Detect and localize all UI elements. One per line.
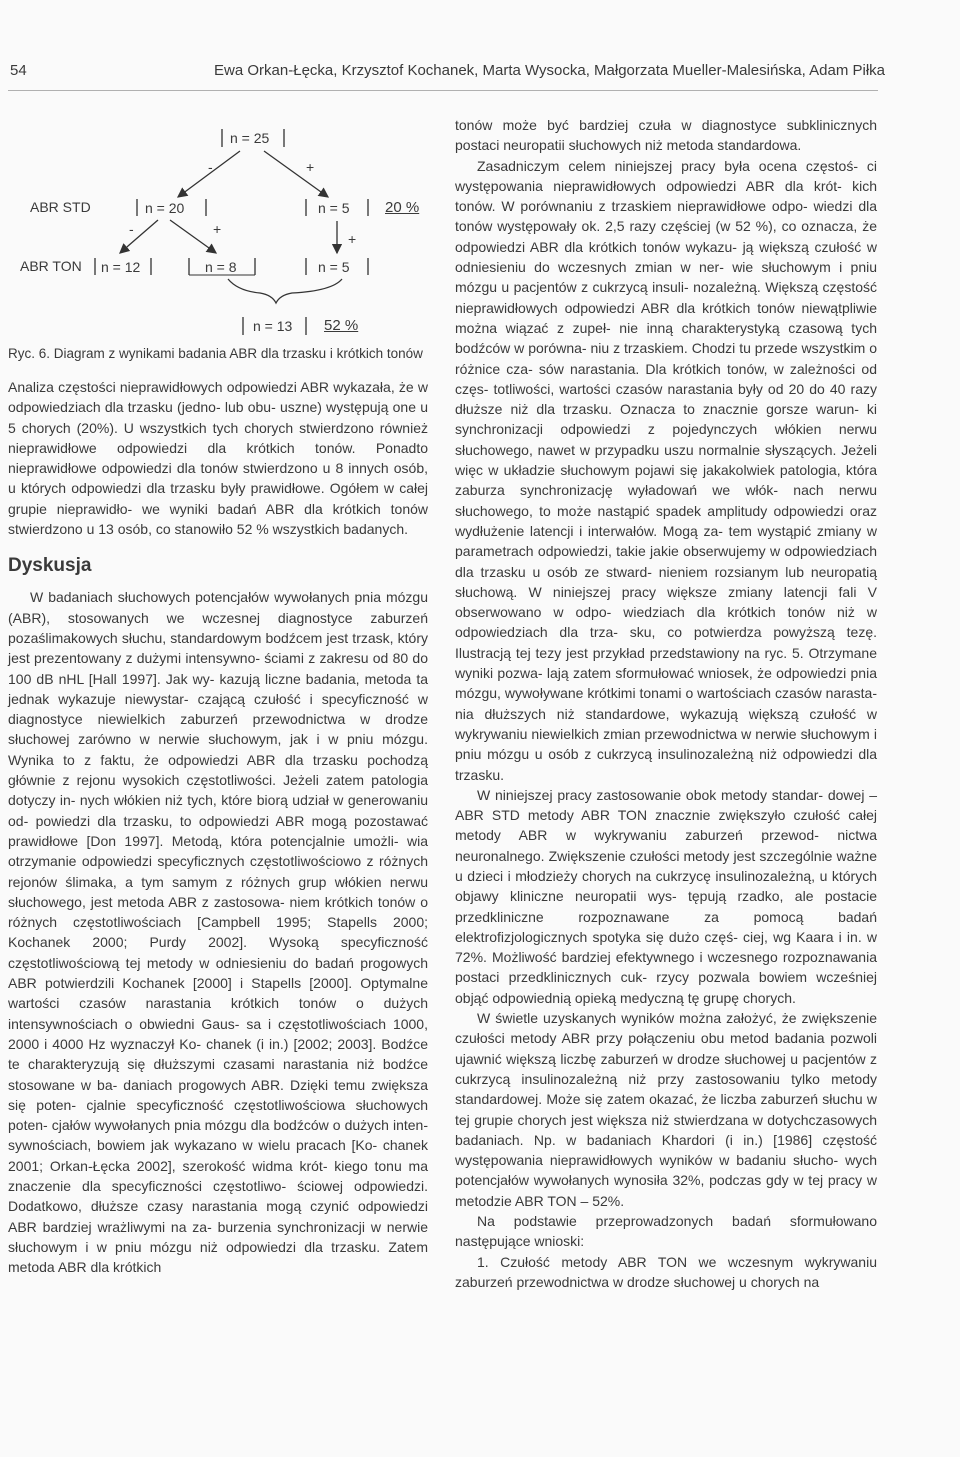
abr-diagram bbox=[8, 107, 428, 339]
right-paragraph: W niniejszej pracy zastosowanie obok metody standar- dowej – ABR STD metody ABR TON znacznie zwiększyło czułość całej metody ABR w wykrywaniu zaburzeń przewod- nictwa neuronalnego. Zwiększenie czułości metody jest szczególnie ważne u dzieci i młodzieży chorych na cukrzycę insulinozależną, u których objawy kliniczne neuropatii wys- tępują rzadko, ale postacie przedkliniczne rozpoznawane za pomocą badań elektrofizjologicznych spotyka się dużo częś- ciej, wg Kaara i in. w 72%. Możliwość bardziej efektywnego i wczesnego rozpoznawania postaci przedklinicznych cuk- rzycy pozwala bowiem wcześniej objąć odpowiednią opieką medyczną tę grupę chorych. bbox=[455, 786, 877, 1006]
right-paragraph: tonów może być bardziej czuła w diagnostyce subklinicznych postaci neuropatii słuchowych niż metoda standardowa. bbox=[455, 117, 877, 154]
right-paragraph: W świetle uzyskanych wyników można założyć, że zwiększenie czułości metody ABR przy połączeniu obu metod badania pozwoli ujawnić większą liczbę zaburzeń w drodze słuchowej u pacjentów z cukrzycą insulinozależną niż przy zastosowaniu tylko metody standardowej. Może się zatem okazać, że liczba zaburzeń słuchu w tej grupie chorych jest większa niż stwierdzana w dotychczasowych badaniach. Np. w badaniach Khardori (i in.) [1986] częstość występowania nieprawidłowych wyników w badaniu słucho- wych potencjałów wywołanych wynosiła 32%, podczas gdy w tej pracy w metodzie ABR TON – 52%. bbox=[455, 1010, 877, 1209]
right-column bbox=[455, 115, 877, 1292]
node-std-abnormal: n = 5 bbox=[318, 200, 350, 216]
label-abr-ton: ABR TON bbox=[20, 258, 82, 274]
right-paragraph: Na podstawie przeprowadzonych badań sformułowano następujące wnioski: bbox=[455, 1213, 877, 1250]
header-rule bbox=[8, 90, 878, 91]
node-std-normal: n = 20 bbox=[145, 200, 185, 216]
node-ton-abnormal-new: n = 8 bbox=[205, 259, 237, 275]
sign-plus-std-right: + bbox=[348, 231, 357, 247]
node-total-abnormal: n = 13 bbox=[253, 318, 293, 334]
node-total-tested: n = 25 bbox=[230, 130, 270, 146]
label-abr-std: ABR STD bbox=[30, 199, 91, 215]
node-ton-normal: n = 12 bbox=[101, 259, 141, 275]
results-paragraph: Analiza częstości nieprawidłowych odpowiedzi ABR wykazała, że w odpowiedziach dla trzasku (jedno- lub obu- uszne) występują one u 5 chorych (20%). U wszystkich tych chorych stwierdzono również nieprawidłowe odpowiedzi dla krótkich tonów. Ponadto nieprawidłowe odpowiedzi dla tonów stwierdzono u 8 innych osób, u których odpowiedzi dla trzasku były prawidłowe. Ogółem w całej grupie nieprawidło- we wyniki badań ABR dla krótkich tonów stwierdzono u 13 osób, co stanowiło 52 % wszystkich badanych. bbox=[8, 379, 428, 538]
sign-plus-top: + bbox=[306, 159, 315, 175]
sign-minus-top: - bbox=[208, 159, 213, 175]
page-number: 54 bbox=[10, 62, 27, 79]
right-paragraph: 1. Czułość metody ABR TON we wczesnym wykrywaniu zaburzeń przewodnictwa w drodze słuchowej u chorych na bbox=[455, 1253, 877, 1290]
discussion-paragraph: W badaniach słuchowych potencjałów wywołanych pnia mózgu (ABR), stosowanych we wczesnej diagnostyce zaburzeń pozaślimakowych słuchu, standardowym bodźcem jest trzask, który jest prezentowany z dużymi intensywno- ściami z zakresu od 80 do 100 dB nHL [Hall 1997]. Jak wy- kazują liczne badania, metoda ta jednak wykazuje niewystar- czającą czułość i specyficzność w diagnostyce niewielkich zaburzeń przewodnictwa w drodze słuchowej zarówno w nerwie słuchowym, jak i w pniu mózgu. Wynika to z faktu, że odpowiedzi ABR dla trzasku pochodzą głównie z rejonu wysokich częstotliwości. Jeżeli zatem patologia dotyczy in- nych włókien niż tych, które biorą udział w generowaniu od- powiedzi dla trzasku, to odpowiedzi ABR mogą pozostawać prawidłowe [Don 1997]. Metodą, która potencjalnie umożli- wia otrzymanie odpowiedzi specyficznych częstotliwościowo z różnych rejonów ślimaka, a tym samym z różnych grup włókien nerwu słuchowego, jest metoda ABR z zastosowa- niem krótkich tonów o różnych częstotliwościach [Campbell 1995; Stapells 2000; Kochanek 2000; Purdy 2002]. Wysoką specyficzność częstotliwościową tej metody w odniesieniu do badań progowych ABR potwierdzili Kochanek [2000] i Stapells [2000]. Optymalne wartości czasów narastania krótkich tonów o dużych intensywnościach o obwiedni Gaus- sa i częstotliwościach 1000, 2000 i 4000 Hz wyznaczył Ko- chanek (i in.) [2002; 2003]. Bodźce te charakteryzują się dłuższymi czasami narastania niż bodźce stosowane w ba- daniach progowych ABR. Dzięki temu zwiększa się poten- cjalnie specyficzność częstotliwościowa słuchowych poten- cjałów wywołanych pnia mózgu dla bodźców o dużych inten- sywnościach, bowiem jak wykazano w wielu pracach [Ko- chanek 2001; Orkan-Łęcka 2002], szerokość widma krót- kiego tonu ma znaczenie dla specyficzności częstotliwo- ściowej odpowiedzi. Dodatkowo, dłuższe czasy narastania mogą czynić odpowiedzi ABR bardziej wrażliwymi na za- burzenia synchronizacji w nerwie słuchowym i w pniu mózgu niż odpowiedzi dla trzasku. Zatem metoda ABR dla krótkich bbox=[8, 589, 428, 1276]
sign-plus-std: + bbox=[213, 221, 222, 237]
page-header bbox=[0, 62, 960, 92]
sign-minus-std: - bbox=[129, 221, 134, 237]
right-paragraph: Zasadniczym celem niniejszej pracy była ocena częstoś- ci występowania nieprawidłowych odpowiedzi ABR dla krót- kich tonów. W porównaniu z trzaskiem nieprawidłowe odpo- wiedzi dla tonów występowały ok. 2,5 razy częściej (w 52 %), co oznacza, że odpowiedzi ABR dla krótkich tonów wykazu- ją większą czułość w odniesieniu do wczesnych zmian w ner- wie słuchowym i pniu mózgu u pacjentów z cukrzycą insuli- nozależną. Większą częstość nieprawidłowych odpowiedzi ABR dla krótkich tonów niewątpliwie można wiązać z zupeł- nie inną charakterystyką czasową tych bodźców w porówna- niu z trzaskiem. Chodzi tu przede wszystkim o różnice cza- sów narastania. Dla krótkich tonów, w zależności od częs- totliwości, wartości czasów narastania były od 20 do 40 razy dłuższe niż dla trzasku. Oznacza to znacznie gorsze warun- ki synchronizacji odpowiedzi z pojedynczych włókien nerwu słuchowego, nawet w przypadku uszu normalnie słyszących. Jeżeli więc w układzie słuchowym pojawi się jakakolwiek patologia, która zaburza synchronizację wyładowań we włók- nach nerwu słuchowego, to może nastąpić spadek amplitudy odpowiedzi oraz wydłużenie latencji i interwałów. Mogą za- tem wystąpić zmiany w parametrach odpowiedzi, takie jakie obserwujemy w odpowiedziach dla trzasku u osób ze stward- nieniem rozsianym lub neuropatią słuchową. W niniejszej pracy większe zmiany latencji fali V obserwowano w odpo- wiedziach dla krótkich tonów niż w odpowiedziach dla trza- sku, co potwierdza powyższą tezę. Ilustracją tej tezy jest przykład przedstawiony na ryc. 5. Otrzymane wyniki pozwa- lają zatem sformułować wniosek, że odpowiedzi pnia mózgu, wywoływane krótkimi tonami o wartościach czasów narasta- nia dłuższych niż standardowe, wykazują większą czułość w wykrywaniu niewielkich zmian przewodnictwa w nerwie słuchowym i pniu mózgu u osób z cukrzycą insulinozależną niż odpowiedzi dla trzasku. bbox=[455, 157, 877, 783]
section-heading: Dyskusja bbox=[8, 555, 92, 577]
node-ton-abnormal-both: n = 5 bbox=[318, 259, 350, 275]
left-column bbox=[8, 107, 428, 1277]
running-authors: Ewa Orkan-Łęcka, Krzysztof Kochanek, Marta Wysocka, Małgorzata Mueller-Malesińska, Adam Piłka bbox=[214, 62, 885, 79]
figure-caption: Ryc. 6. Diagram z wynikami badania ABR dla trzasku i krótkich tonów bbox=[8, 346, 423, 361]
total-percent: 52 % bbox=[324, 317, 359, 334]
std-percent: 20 % bbox=[385, 199, 420, 216]
